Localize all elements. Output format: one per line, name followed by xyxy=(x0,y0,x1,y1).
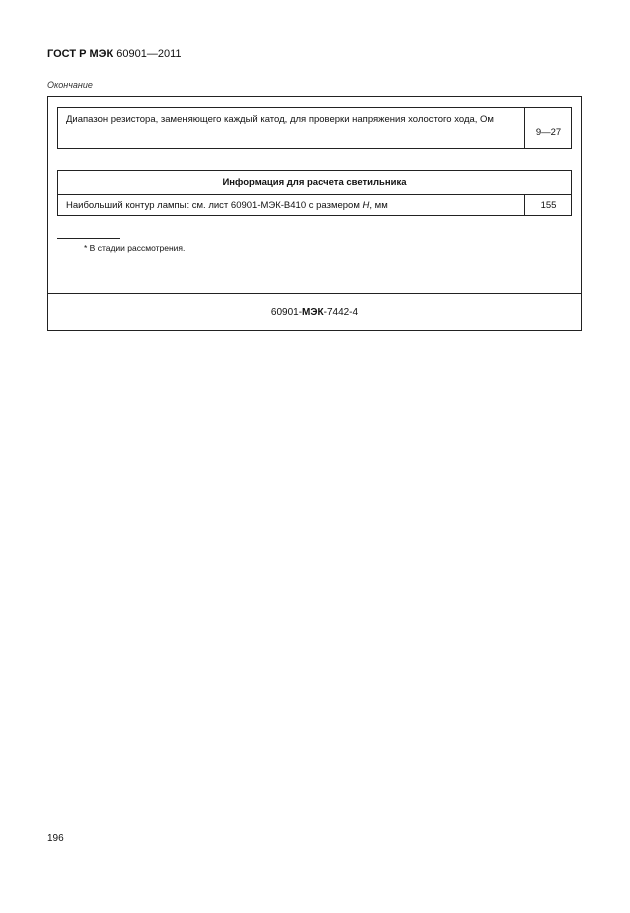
designation-bold: МЭК xyxy=(302,307,324,318)
luminaire-info-table xyxy=(57,170,572,216)
running-header xyxy=(47,48,182,60)
sheet-designation xyxy=(47,294,582,331)
footnote-rule xyxy=(57,238,120,239)
standard-prefix: ГОСТ Р МЭК xyxy=(47,48,114,60)
resistor-range-description: Диапазон резистора, заменяющего каждый катод, для проверки напряжения холостого хода, Ом xyxy=(66,114,494,125)
lamp-contour-value: 155 xyxy=(540,200,557,211)
continuation-label: Окончание xyxy=(47,80,93,90)
standard-number: 60901—2011 xyxy=(116,48,182,60)
luminaire-info-heading: Информация для расчета светильника xyxy=(222,177,407,188)
designation-prefix: 60901- xyxy=(270,307,303,318)
resistor-range-table xyxy=(57,107,572,149)
footnote: * В стадии рассмотрения. xyxy=(84,243,186,253)
lamp-contour-unit: , мм xyxy=(369,200,388,211)
page-number: 196 xyxy=(47,833,64,844)
designation-suffix: -7442-4 xyxy=(323,307,359,318)
dimension-variable: Н xyxy=(362,200,370,211)
lamp-contour-description xyxy=(66,195,388,216)
resistor-range-value: 9—27 xyxy=(535,127,562,138)
lamp-contour-text: Наибольший контур лампы: см. лист 60901-МЭК-В410 с размером xyxy=(66,200,363,211)
